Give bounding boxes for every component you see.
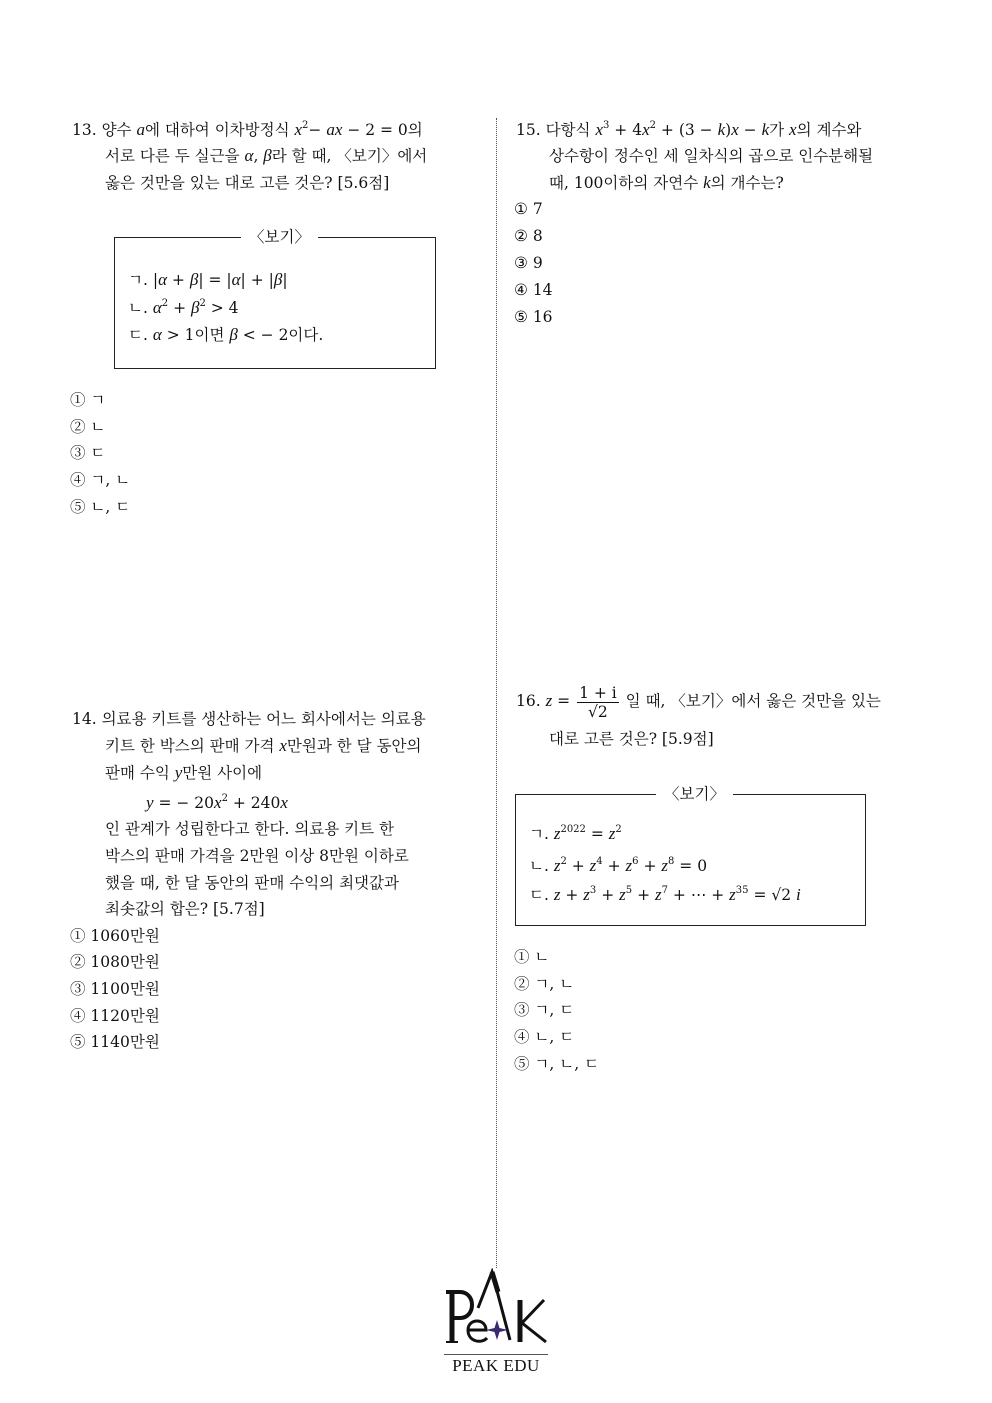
math-variable: β: [273, 270, 283, 289]
math-variable: z: [608, 824, 616, 843]
choice-1[interactable]: ① 1060만원: [70, 927, 160, 945]
question-text: [516, 120, 861, 140]
bogi-item: [529, 856, 707, 876]
math-variable: z: [583, 885, 590, 904]
text-segment: 인 관계가 성립한다고 한다. 의료용 키트 한: [105, 820, 395, 838]
math-variable: β: [190, 298, 200, 317]
math-variable: α: [244, 146, 254, 165]
math-variable: z: [553, 824, 561, 843]
text-segment: ㄱ. |: [128, 271, 159, 289]
numerator: 1 + i: [579, 683, 617, 702]
math-variable: β: [189, 270, 199, 289]
text-segment: > 4: [205, 299, 239, 317]
math-variable: z: [589, 856, 597, 875]
logo-text: PEAK EDU: [452, 1356, 540, 1375]
denominator: √2: [588, 702, 608, 721]
column-divider: [496, 118, 497, 1268]
choice-5[interactable]: ⑤ ㄴ, ㄷ: [70, 498, 131, 516]
math-variable: x: [294, 120, 303, 139]
text-segment: ㄴ.: [529, 857, 554, 875]
math-variable: α: [231, 270, 241, 289]
exponent: 6: [632, 856, 639, 867]
text-segment: − 2 = 0의: [342, 121, 423, 139]
math-variable: x: [731, 120, 739, 139]
math-variable: x: [789, 120, 797, 139]
bogi-item: [128, 270, 288, 290]
text-segment: ㄱ.: [529, 825, 554, 843]
exponent: 2: [161, 298, 169, 309]
question-text: [72, 120, 423, 140]
fraction: [577, 684, 619, 721]
text-segment: 판매 수익: [105, 764, 175, 782]
math-variable: x: [280, 793, 288, 812]
math-variable: i: [796, 885, 801, 904]
math-variable: x: [595, 120, 603, 139]
text-segment: 의 계수와: [796, 121, 862, 139]
choice-4[interactable]: ④ 14: [514, 281, 553, 299]
choice-1[interactable]: ① 7: [514, 200, 543, 218]
text-segment: = 0: [674, 857, 708, 875]
question-number: 16.: [516, 692, 541, 710]
text-segment: +: [560, 886, 584, 904]
exponent: 35: [735, 885, 749, 896]
exponent: 2022: [560, 824, 586, 835]
text-segment: + ⋯ +: [667, 886, 730, 904]
text-segment: +: [596, 886, 620, 904]
question-text: [72, 709, 426, 729]
text-segment: 15. 다항식: [516, 121, 596, 139]
choice-5[interactable]: ⑤ ㄱ, ㄴ, ㄷ: [514, 1055, 600, 1073]
bogi-item: [529, 824, 622, 844]
math-variable: α: [152, 298, 162, 317]
math-variable: z: [553, 885, 561, 904]
choice-2[interactable]: ② 8: [514, 227, 543, 245]
math-variable: x: [214, 793, 222, 812]
variable: z: [545, 691, 553, 710]
question-text: [105, 736, 422, 756]
peak-logo-mark: [440, 1268, 552, 1348]
math-variable: z: [661, 856, 668, 875]
text-segment: 했을 때, 한 달 동안의 판매 수익의 최댓값과: [105, 874, 399, 892]
math-variable: z: [625, 856, 633, 875]
text-segment: 상수항이 정수인 세 일차식의 곱으로 인수분해될: [549, 147, 874, 165]
text-segment: 최솟값의 합은? [5.7점]: [105, 900, 265, 918]
text-segment: 대로 고른 것은? [5.9점]: [549, 730, 714, 748]
question-text: [549, 173, 784, 193]
text-segment: 때, 100이하의 자연수: [549, 174, 704, 192]
question-text: [105, 146, 427, 166]
bogi-label: 〈보기〉: [241, 227, 318, 247]
text-segment: 키트 한 박스의 판매 가격: [105, 737, 280, 755]
question-text: [105, 873, 399, 893]
text-segment: +: [168, 299, 191, 317]
text-segment: > 1이면: [161, 326, 230, 344]
choice-2[interactable]: ② ㄴ: [70, 418, 106, 436]
text-segment: + 4: [609, 121, 643, 139]
question-text: [105, 173, 389, 193]
exponent: 3: [602, 120, 610, 131]
question-text: [549, 146, 873, 166]
choice-3[interactable]: ③ ㄱ, ㄷ: [514, 1001, 575, 1019]
exponent: 2: [560, 856, 567, 867]
bogi-box: [114, 228, 436, 369]
text-segment: −: [308, 121, 327, 139]
text-segment: 만원과 한 달 동안의: [286, 737, 422, 755]
math-variable: x: [642, 120, 650, 139]
text-segment: 옳은 것만을 있는 대로 고른 것은? [5.6점]: [105, 174, 390, 192]
text-segment: + 240: [227, 794, 281, 812]
text-segment: 만원 사이에: [182, 764, 263, 782]
choice-3[interactable]: ③ 1100만원: [70, 980, 160, 998]
text-segment: +: [602, 857, 626, 875]
text-segment: ㄷ.: [128, 326, 153, 344]
math-variable: k: [703, 173, 711, 192]
text-segment: 에 대하여 이차방정식: [144, 121, 295, 139]
bogi-item: [128, 325, 323, 345]
question-text: [105, 899, 265, 919]
text-segment: |: [282, 271, 288, 289]
text-segment: +: [632, 886, 655, 904]
exponent: 2: [302, 120, 309, 131]
bogi-box: [515, 785, 866, 926]
choice-5[interactable]: ⑤ 1140만원: [70, 1033, 160, 1051]
math-variable: ax: [326, 120, 343, 139]
math-variable: a: [136, 120, 145, 139]
peak-edu-logo: [440, 1268, 552, 1376]
choice-4[interactable]: ④ ㄱ, ㄴ: [70, 471, 131, 489]
text-segment: < − 2이다.: [237, 326, 324, 344]
math-variable: z: [729, 885, 736, 904]
choice-3[interactable]: ③ 9: [514, 254, 543, 272]
math-variable: k: [761, 120, 770, 139]
math-variable: α: [152, 325, 162, 344]
text-segment: =: [585, 825, 609, 843]
choice-4[interactable]: ④ 1120만원: [70, 1007, 160, 1025]
exponent: 2: [649, 120, 656, 131]
text-segment: = √2: [748, 886, 797, 904]
choice-1[interactable]: ① ㄱ: [70, 391, 106, 409]
text-segment: | = |: [198, 271, 232, 289]
text-segment: 14. 의료용 키트를 생산하는 어느 회사에서는 의료용: [72, 710, 426, 728]
exponent: 8: [667, 856, 675, 867]
text-segment: −: [738, 121, 762, 139]
math-variable: y: [174, 763, 183, 782]
text-segment: | + |: [240, 271, 274, 289]
math-variable: β: [229, 325, 238, 344]
exponent: 3: [589, 885, 597, 896]
question-text: [105, 819, 394, 839]
text-segment: +: [167, 271, 190, 289]
exponent: 5: [625, 885, 633, 896]
exponent: 2: [615, 824, 622, 835]
text-segment: ): [725, 121, 732, 139]
text-segment: +: [638, 857, 662, 875]
exponent: 4: [596, 856, 603, 867]
choice-4[interactable]: ④ ㄴ, ㄷ: [514, 1028, 575, 1046]
text-segment: +: [566, 857, 590, 875]
exponent: 7: [661, 885, 668, 896]
math-variable: α: [158, 270, 167, 289]
math-variable: x: [279, 736, 287, 755]
math-variable: β: [263, 146, 272, 165]
bogi-label: 〈보기〉: [656, 784, 733, 804]
text-segment: = − 20: [153, 794, 215, 812]
math-variable: z: [654, 885, 662, 904]
math-variable: y: [146, 793, 154, 812]
question-text: [516, 681, 881, 721]
text-segment: 라 할 때, 〈보기〉에서: [271, 147, 428, 165]
question-text: [105, 846, 409, 866]
math-variable: z: [619, 885, 626, 904]
text-segment: + (3 −: [655, 121, 718, 139]
bogi-item: [128, 298, 239, 318]
math-variable: k: [717, 120, 726, 139]
choice-3[interactable]: ③ ㄷ: [70, 444, 106, 462]
bogi-item: [529, 885, 801, 905]
text-segment: 서로 다른 두 실근을: [105, 147, 245, 165]
equals: =: [552, 692, 576, 710]
choice-2[interactable]: ② ㄱ, ㄴ: [514, 975, 575, 993]
question-text: [105, 763, 262, 783]
text-segment: ㄴ.: [128, 299, 153, 317]
question-text: [549, 729, 714, 749]
choice-5[interactable]: ⑤ 16: [514, 308, 553, 326]
text-segment: ,: [253, 147, 264, 165]
exponent: 2: [199, 298, 206, 309]
text-segment: 의 개수는?: [710, 174, 784, 192]
math-variable: z: [553, 856, 561, 875]
choice-1[interactable]: ① ㄴ: [514, 948, 550, 966]
exponent: 2: [221, 793, 228, 804]
text-segment: 가: [769, 121, 790, 139]
choice-2[interactable]: ② 1080만원: [70, 953, 160, 971]
question-text-rest: 일 때, 〈보기〉에서 옳은 것만을 있는: [625, 692, 881, 710]
text-segment: 13. 양수: [72, 121, 137, 139]
text-segment: ㄷ.: [529, 886, 554, 904]
text-segment: 박스의 판매 가격을 2만원 이상 8만원 이하로: [105, 847, 409, 865]
formula: [146, 793, 288, 813]
